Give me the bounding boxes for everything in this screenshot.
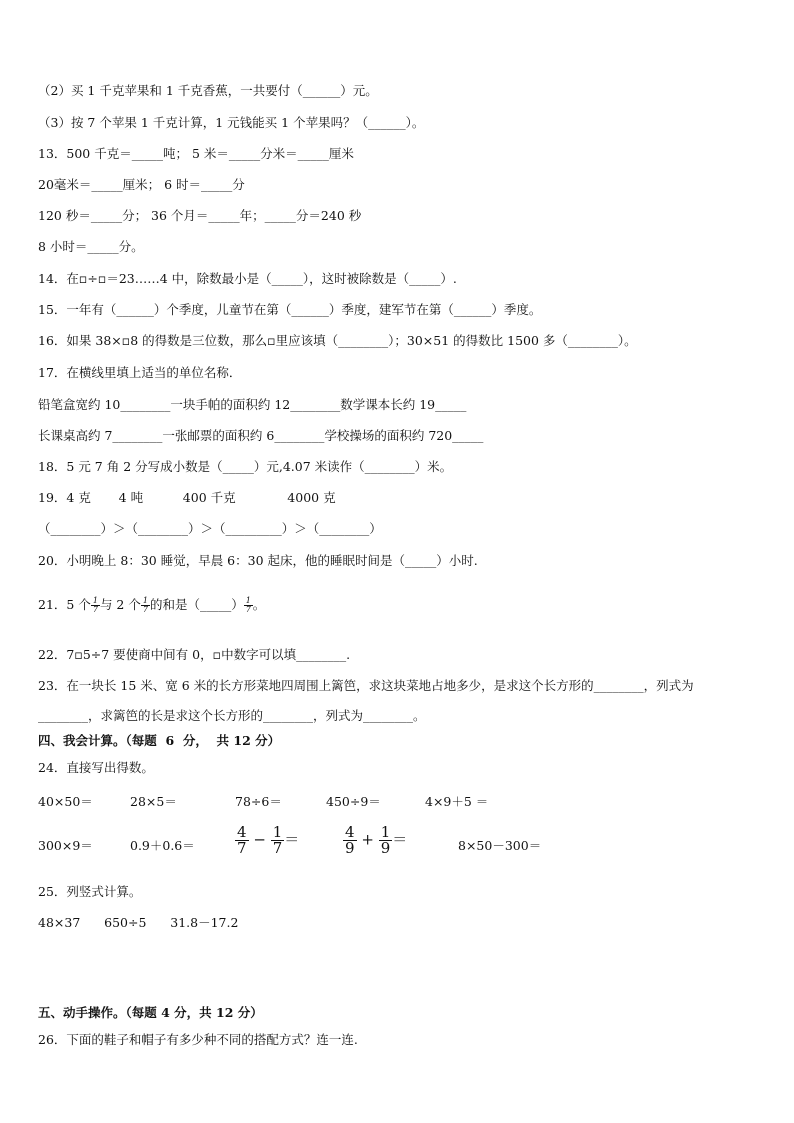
fraction-one-seventh: $\frac{1}{7}$: [245, 596, 251, 614]
question-25: 25．列竖式计算。: [38, 884, 142, 899]
question-24: 24．直接写出得数。: [38, 760, 154, 775]
calc-item: 78÷6＝: [235, 794, 282, 809]
question-26: 26．下面的鞋子和帽子有多少种不同的搭配方式？连一连.: [38, 1032, 358, 1047]
calc-row-1: [38, 792, 758, 810]
calc-row-2: [38, 825, 758, 865]
question-17: 17．在横线里填上适当的单位名称．: [38, 365, 242, 380]
question-13-line-3: 120 秒＝_____分； 36 个月＝_____年；_____分＝240 秒: [38, 208, 362, 223]
question-17-line-1: 铅笔盒宽约 10________一块手帕的面积约 12________数学课本长约 19_____: [38, 397, 467, 412]
calc-item: 28×5＝: [130, 794, 177, 809]
question-19-blanks: （________）＞（________）＞（_________）＞（________）: [38, 521, 382, 536]
question-12-part-2: （2）买 1 千克苹果和 1 千克香蕉，一共要付（______）元。: [38, 83, 378, 98]
calc-item-fraction-addition: $\frac{4}{9}$ + $\frac{1}{9}$ ＝: [345, 823, 408, 857]
calc-item: 40×50＝: [38, 794, 93, 809]
question-12-part-3: （3）按 7 个苹果 1 千克计算，1 元钱能买 1 个苹果吗？（______）。: [38, 115, 425, 130]
question-13-line-2: 20毫米＝_____厘米； 6 时＝_____分: [38, 177, 245, 192]
calc-item: 4×9＋5 ＝: [425, 794, 489, 809]
fraction-one-seventh: $\frac{1}{7}$: [92, 596, 98, 614]
calc-item: 300×9＝: [38, 838, 93, 853]
question-25-expressions: 48×37 650÷5 31.8－17.2: [38, 915, 239, 930]
question-18: 18．5 元 7 角 2 分写成小数是（_____）元,4.07 米读作（________）米。: [38, 459, 453, 474]
question-15: 15．一年有（______）个季度，儿童节在第（______）季度，建军节在第（______）季度。: [38, 302, 542, 317]
question-23-line-1: 23．在一块长 15 米、宽 6 米的长方形菜地四周围上篱笆，求这块菜地占地多少，是求这个长方形的________，列式为: [38, 678, 694, 693]
question-20: 20．小明晚上 8：30 睡觉，早晨 6：30 起床，他的睡眠时间是（_____）小时.: [38, 553, 478, 568]
question-14: 14．在▫÷▫＝23……4 中，除数最小是（_____），这时被除数是（_____）.: [38, 271, 457, 286]
question-23-line-2: ________，求篱笆的长是求这个长方形的________，列式为________。: [38, 708, 426, 723]
question-16: 16．如果 38×▫8 的得数是三位数，那么▫里应该填（________）；30×51 的得数比 1500 多（________）。: [38, 333, 637, 348]
section-4-heading: 四、我会计算。（每题 6 分， 共 12 分）: [38, 733, 281, 748]
question-13-line-4: 8 小时＝_____分。: [38, 239, 144, 254]
fraction-one-seventh: $\frac{1}{7}$: [142, 596, 148, 614]
question-21: 21．5 个 $\frac{1}{7}$ 与 2 个 $\frac{1}{7}$ 的和是（_____） $\frac{1}{7}$ 。: [38, 596, 266, 614]
calc-item: 0.9＋0.6＝: [130, 838, 195, 853]
question-13-line-1: 13．500 千克＝_____吨； 5 米＝_____分米＝_____厘米: [38, 146, 354, 161]
calc-item: 8×50－300＝: [458, 838, 542, 853]
question-17-line-2: 长课桌高约 7________一张邮票的面积约 6________学校操场的面积约 720_____: [38, 428, 484, 443]
question-22: 22．7▫5÷7 要使商中间有 0，▫中数字可以填________.: [38, 647, 351, 662]
calc-item-fraction-subtraction: $\frac{4}{7}$ − $\frac{1}{7}$ ＝: [237, 823, 300, 857]
section-5-heading: 五、动手操作。（每题 4 分，共 12 分）: [38, 1005, 263, 1020]
question-19: 19．4 克 4 吨 400 千克 4000 克: [38, 490, 336, 505]
calc-item: 450÷9＝: [326, 794, 381, 809]
